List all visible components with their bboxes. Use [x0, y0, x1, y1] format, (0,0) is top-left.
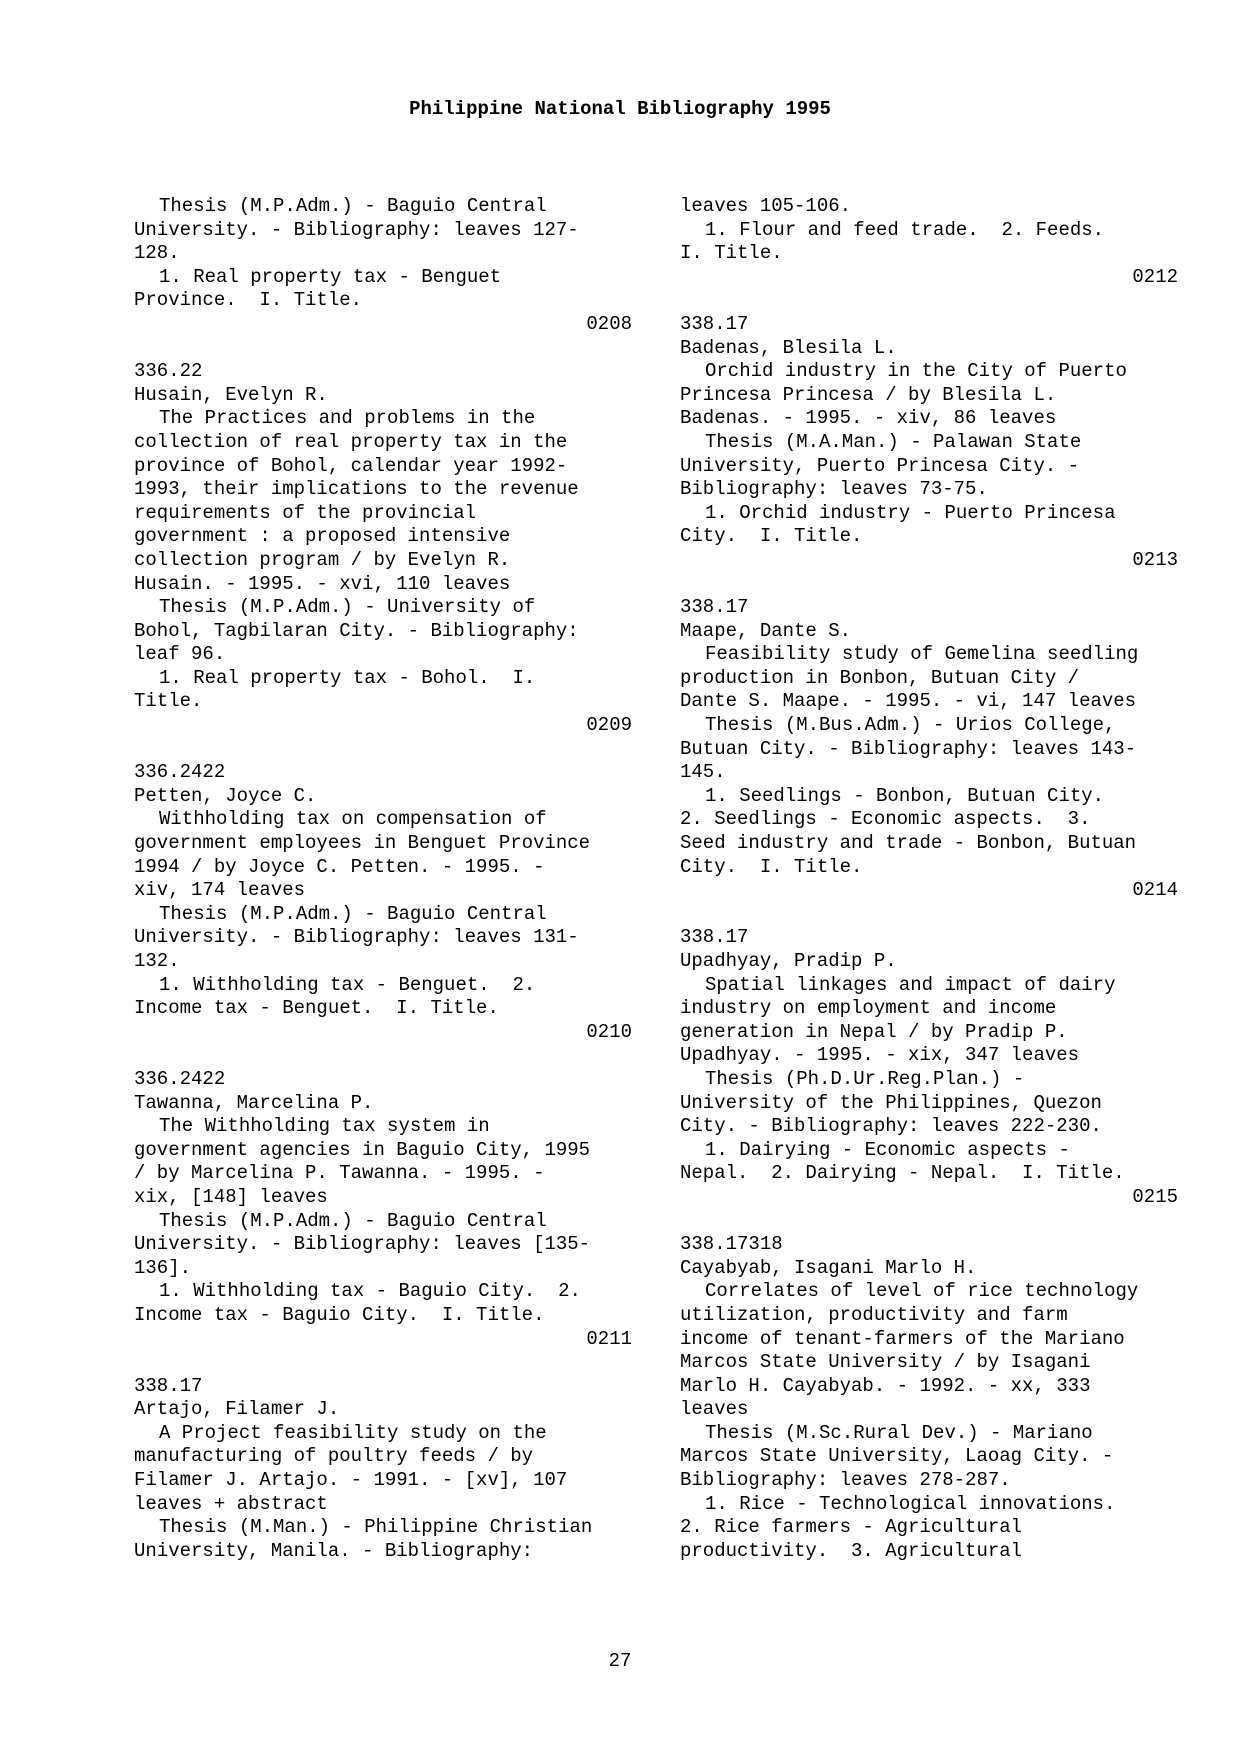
bibliography-entry — [680, 195, 1178, 289]
entry-line: Marlo H. Cayabyab. - 1992. - xx, 333 — [680, 1374, 1091, 1397]
entry-line: Title. — [134, 690, 203, 713]
entry-line: Bohol, Tagbilaran City. - Bibliography: — [134, 619, 579, 642]
entry-line: Petten, Joyce C. — [134, 784, 317, 807]
entry-line: 128. — [134, 242, 180, 265]
entry-line: Marcos State University, Laoag City. - — [680, 1445, 1114, 1468]
entry-spacer — [680, 1210, 1178, 1234]
entry-line: Thesis (M.Sc.Rural Dev.) - Mariano — [705, 1421, 1093, 1444]
entry-line: Maape, Dante S. — [680, 619, 852, 642]
entry-spacer — [680, 289, 1178, 313]
entry-line: leaf 96. — [134, 643, 226, 666]
entry-number: 0212 — [1132, 265, 1178, 288]
entry-line: Thesis (M.P.Adm.) - University of — [159, 596, 536, 619]
entry-line: Bibliography: leaves 73-75. — [680, 478, 988, 501]
entry-number: 0214 — [1132, 879, 1178, 902]
entry-line: collection of real property tax in the — [134, 430, 568, 453]
entry-line: Seed industry and trade - Bonbon, Butuan — [680, 832, 1137, 855]
entry-line: production in Bonbon, Butuan City / — [680, 666, 1080, 689]
entry-line: 338.17 — [134, 1374, 203, 1397]
entry-line: Orchid industry in the City of Puerto — [705, 360, 1127, 383]
entry-line: Badenas. - 1995. - xiv, 86 leaves — [680, 407, 1057, 430]
entry-line: 338.17318 — [680, 1233, 783, 1256]
entry-line: University, Manila. - Bibliography: — [134, 1539, 534, 1562]
entry-line: 1. Dairying - Economic aspects - — [705, 1138, 1070, 1161]
entry-spacer — [134, 1351, 632, 1375]
entry-line: Husain. - 1995. - xvi, 110 leaves — [134, 572, 511, 595]
bibliography-entry — [134, 1068, 632, 1351]
entry-line: Badenas, Blesila L. — [680, 336, 897, 359]
entry-line: leaves 105-106. — [680, 195, 852, 217]
entry-line: 132. — [134, 950, 180, 972]
entry-line: City. - Bibliography: leaves 222-230. — [680, 1115, 1102, 1138]
entry-spacer — [680, 573, 1178, 597]
entry-line: government employees in Benguet Province — [134, 832, 591, 855]
entry-line: 1. Real property tax - Bohol. I. — [159, 666, 536, 689]
entry-line: 338.17 — [680, 926, 749, 949]
entry-line: Feasibility study of Gemelina seedling — [705, 643, 1139, 666]
entry-spacer — [134, 738, 632, 762]
bibliography-entry — [134, 195, 632, 337]
entry-line: Artajo, Filamer J. — [134, 1398, 340, 1421]
entry-line: Withholding tax on compensation of — [159, 808, 547, 831]
page-number: 27 — [608, 1650, 632, 1672]
entry-line: Income tax - Benguet. I. Title. — [134, 997, 499, 1020]
bibliography-entry — [134, 1375, 632, 1564]
entry-line: 338.17 — [680, 312, 749, 335]
entry-line: manufacturing of poultry feeds / by — [134, 1445, 534, 1468]
entry-line: Thesis (M.P.Adm.) - Baguio Central — [159, 1209, 547, 1232]
entry-line: 1. Real property tax - Benguet — [159, 265, 502, 288]
entry-line: I. Title. — [680, 242, 783, 265]
entry-number: 0211 — [586, 1327, 632, 1350]
entry-line: Thesis (M.Man.) - Philippine Christian — [159, 1516, 593, 1539]
right-column — [680, 195, 1178, 1563]
entry-line: Thesis (M.P.Adm.) - Baguio Central — [159, 902, 547, 925]
entry-line: 336.22 — [134, 360, 203, 383]
entry-number: 0213 — [1132, 548, 1178, 571]
left-column — [134, 195, 632, 1563]
entry-line: productivity. 3. Agricultural — [680, 1539, 1023, 1562]
entry-line: Thesis (M.P.Adm.) - Baguio Central — [159, 195, 547, 217]
entry-line: Filamer J. Artajo. - 1991. - [xv], 107 — [134, 1469, 568, 1492]
entry-line: leaves — [680, 1398, 749, 1421]
entry-line: 1. Withholding tax - Baguio City. 2. — [159, 1280, 581, 1303]
entry-line: 336.2422 — [134, 761, 226, 784]
entry-line: Thesis (M.A.Man.) - Palawan State — [705, 430, 1082, 453]
entry-spacer — [134, 337, 632, 361]
entry-line: 145. — [680, 761, 726, 784]
entry-line: 2. Rice farmers - Agricultural — [680, 1516, 1023, 1539]
entry-line: Thesis (Ph.D.Ur.Reg.Plan.) - — [705, 1067, 1025, 1090]
entry-line: University. - Bibliography: leaves 127- — [134, 218, 579, 241]
entry-line: industry on employment and income — [680, 997, 1057, 1020]
entry-line: Cayabyab, Isagani Marlo H. — [680, 1256, 977, 1279]
entry-line: utilization, productivity and farm — [680, 1303, 1068, 1326]
entry-line: University. - Bibliography: leaves [135- — [134, 1233, 591, 1256]
entry-line: 1994 / by Joyce C. Petten. - 1995. - — [134, 855, 545, 878]
entry-line: University of the Philippines, Quezon — [680, 1091, 1102, 1114]
entry-line: City. I. Title. — [680, 525, 863, 548]
entry-number: 0208 — [586, 312, 632, 335]
entry-line: University. - Bibliography: leaves 131- — [134, 926, 579, 949]
entry-line: leaves + abstract — [134, 1492, 328, 1515]
entry-line: Upadhyay. - 1995. - xix, 347 leaves — [680, 1044, 1080, 1067]
entry-line: Tawanna, Marcelina P. — [134, 1091, 374, 1114]
bibliography-entry — [134, 360, 632, 738]
entry-line: The Practices and problems in the — [159, 407, 536, 430]
entry-number: 0209 — [586, 714, 632, 737]
entry-line: Upadhyay, Pradip P. — [680, 950, 897, 972]
entry-line: requirements of the provincial — [134, 501, 477, 524]
entry-line: Princesa Princesa / by Blesila L. — [680, 383, 1057, 406]
entry-line: government agencies in Baguio City, 1995 — [134, 1138, 591, 1161]
entry-line: xix, [148] leaves — [134, 1185, 328, 1208]
entry-spacer — [134, 1044, 632, 1068]
entry-line: Dante S. Maape. - 1995. - vi, 147 leaves — [680, 690, 1137, 713]
entry-line: Province. I. Title. — [134, 289, 363, 312]
entry-line: 136]. — [134, 1256, 192, 1279]
entry-line: City. I. Title. — [680, 855, 863, 878]
entry-line: 1. Seedlings - Bonbon, Butuan City. — [705, 784, 1105, 807]
bibliography-entry — [680, 596, 1178, 903]
entry-line: Correlates of level of rice technology — [705, 1280, 1139, 1303]
entry-line: A Project feasibility study on the — [159, 1421, 547, 1444]
entry-number: 0215 — [1132, 1185, 1178, 1208]
page-title: Philippine National Bibliography 1995 — [409, 98, 831, 120]
bibliography-entry — [680, 1233, 1178, 1563]
entry-line: province of Bohol, calendar year 1992- — [134, 454, 568, 477]
entry-line: Income tax - Baguio City. I. Title. — [134, 1303, 545, 1326]
entry-line: The Withholding tax system in — [159, 1115, 490, 1138]
entry-line: generation in Nepal / by Pradip P. — [680, 1020, 1068, 1043]
entry-line: 1. Orchid industry - Puerto Princesa — [705, 501, 1116, 524]
entry-line: 338.17 — [680, 596, 749, 619]
entry-line: University, Puerto Princesa City. - — [680, 454, 1080, 477]
entry-line: Husain, Evelyn R. — [134, 383, 328, 406]
entry-line: 1. Rice - Technological innovations. — [705, 1492, 1116, 1515]
entry-line: Butuan City. - Bibliography: leaves 143- — [680, 737, 1137, 760]
entry-line: 1. Flour and feed trade. 2. Feeds. — [705, 218, 1105, 241]
entry-number: 0210 — [586, 1020, 632, 1043]
entry-line: 1993, their implications to the revenue — [134, 478, 579, 501]
entry-line: / by Marcelina P. Tawanna. - 1995. - — [134, 1162, 545, 1185]
entry-line: 1. Withholding tax - Benguet. 2. — [159, 973, 536, 996]
entry-line: Nepal. 2. Dairying - Nepal. I. Title. — [680, 1162, 1125, 1185]
entry-line: collection program / by Evelyn R. — [134, 548, 511, 571]
entry-spacer — [680, 903, 1178, 927]
entry-line: 336.2422 — [134, 1067, 226, 1090]
bibliography-entry — [680, 926, 1178, 1209]
entry-line: income of tenant-farmers of the Mariano — [680, 1327, 1125, 1350]
entry-line: xiv, 174 leaves — [134, 879, 306, 902]
entry-line: Bibliography: leaves 278-287. — [680, 1469, 1011, 1492]
entry-line: Thesis (M.Bus.Adm.) - Urios College, — [705, 714, 1116, 737]
entry-line: Marcos State University / by Isagani — [680, 1351, 1091, 1374]
bibliography-entry — [134, 761, 632, 1044]
bibliography-entry — [680, 313, 1178, 573]
entry-line: Spatial linkages and impact of dairy — [705, 973, 1116, 996]
entry-line: 2. Seedlings - Economic aspects. 3. — [680, 808, 1091, 831]
entry-line: government : a proposed intensive — [134, 525, 511, 548]
